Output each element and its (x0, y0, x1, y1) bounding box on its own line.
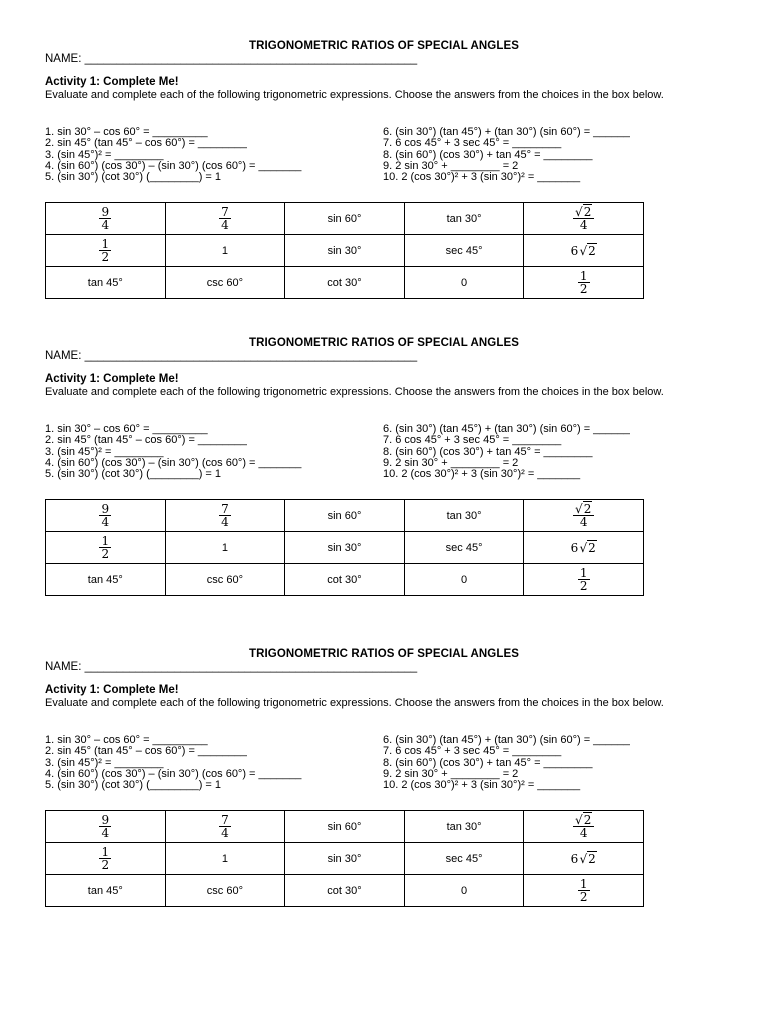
choices-row (46, 875, 644, 907)
question-9: 9. 2 sin 30° + ________ = 2 (383, 159, 519, 172)
choices-table (45, 810, 644, 907)
question-3: 3. (sin 45°)² = ________ (45, 445, 164, 458)
fraction: $\frac{1}{2}$ (579, 269, 588, 296)
choice-cell (524, 875, 644, 907)
choice-cell: 1 (165, 235, 285, 267)
choice-cell (165, 500, 285, 532)
choices-table (45, 499, 644, 596)
choice-cell: cot 30° (285, 875, 405, 907)
worksheet-copy (0, 648, 768, 948)
instructions: Evaluate and complete each of the following trigonometric expressions. Choose the answers from the choices in the box below. (45, 89, 664, 101)
choice-cell: sin 30° (285, 235, 405, 267)
question-9: 9. 2 sin 30° + ________ = 2 (383, 456, 519, 469)
choice-cell: sin 30° (285, 532, 405, 564)
radical-expression: 6 √2 (570, 851, 596, 866)
question-1: 1. sin 30° – cos 60° = _________ (45, 126, 208, 138)
choices-row (46, 235, 644, 267)
choices-row (46, 203, 644, 235)
choice-cell: csc 60° (165, 267, 285, 299)
choices-row (46, 564, 644, 596)
choice-cell (46, 203, 166, 235)
choice-cell: tan 30° (404, 811, 524, 843)
question-4: 4. (sin 60°) (cos 30°) – (sin 30°) (cos 60°) = _______ (45, 159, 302, 172)
choice-cell: 0 (404, 875, 524, 907)
choice-cell: tan 45° (46, 267, 166, 299)
question-7: 7. 6 cos 45° + 3 sec 45° = ________ (383, 434, 562, 447)
fraction: $\frac{√2}{4}$ (573, 814, 594, 839)
choice-cell: 0 (404, 267, 524, 299)
question-7: 7. 6 cos 45° + 3 sec 45° = ________ (383, 745, 562, 758)
question-8: 8. (sin 60°) (cos 30°) + tan 45° = ________ (383, 148, 593, 161)
fraction: $\frac{1}{2}$ (101, 845, 110, 872)
fraction: $\frac{9}{4}$ (101, 813, 110, 840)
radical-expression: 6 √2 (570, 243, 596, 258)
choice-cell (46, 811, 166, 843)
worksheet-title: TRIGONOMETRIC RATIOS OF SPECIAL ANGLES (248, 648, 519, 660)
instructions: Evaluate and complete each of the following trigonometric expressions. Choose the answers from the choices in the box below. (45, 386, 664, 398)
question-3: 3. (sin 45°)² = ________ (45, 148, 164, 161)
choice-cell (524, 500, 644, 532)
activity-title: Activity 1: Complete Me! (45, 76, 179, 88)
choice-cell: tan 45° (46, 875, 166, 907)
question-1: 1. sin 30° – cos 60° = _________ (45, 734, 208, 746)
choice-cell: tan 30° (404, 500, 524, 532)
question-2: 2. sin 45° (tan 45° – cos 60°) = ________ (45, 434, 247, 447)
fraction: $\frac{1}{2}$ (101, 237, 110, 264)
question-1: 1. sin 30° – cos 60° = _________ (45, 423, 208, 435)
choice-cell (165, 203, 285, 235)
question-7: 7. 6 cos 45° + 3 sec 45° = ________ (383, 137, 562, 150)
choice-cell: tan 30° (404, 203, 524, 235)
question-6: 6. (sin 30°) (tan 45°) + (tan 30°) (sin 60°) = ______ (383, 423, 630, 435)
choices-table (45, 202, 644, 299)
question-8: 8. (sin 60°) (cos 30°) + tan 45° = ________ (383, 445, 593, 458)
activity-title: Activity 1: Complete Me! (45, 373, 179, 385)
choice-cell (46, 500, 166, 532)
question-4: 4. (sin 60°) (cos 30°) – (sin 30°) (cos 60°) = _______ (45, 456, 302, 469)
question-5: 5. (sin 30°) (cot 30°) (________) = 1 (45, 468, 222, 481)
question-5: 5. (sin 30°) (cot 30°) (________) = 1 (45, 779, 222, 792)
fraction: $\frac{1}{2}$ (101, 534, 110, 561)
choice-cell (524, 811, 644, 843)
fraction: $\frac{1}{2}$ (579, 877, 588, 904)
activity-title: Activity 1: Complete Me! (45, 684, 179, 696)
choice-cell (46, 235, 166, 267)
worksheet-title: TRIGONOMETRIC RATIOS OF SPECIAL ANGLES (248, 40, 519, 52)
radical-expression: 6 √2 (570, 540, 596, 555)
questions-right-column (383, 735, 630, 791)
question-6: 6. (sin 30°) (tan 45°) + (tan 30°) (sin 60°) = ______ (383, 734, 630, 746)
question-8: 8. (sin 60°) (cos 30°) + tan 45° = ________ (383, 756, 593, 769)
questions-left-column (45, 735, 301, 791)
choice-cell: sec 45° (404, 843, 524, 875)
question-2: 2. sin 45° (tan 45° – cos 60°) = ________ (45, 137, 247, 150)
question-9: 9. 2 sin 30° + ________ = 2 (383, 767, 519, 780)
choice-cell: sin 60° (285, 500, 405, 532)
choice-cell: sin 30° (285, 843, 405, 875)
name-line: NAME: ____________________________________________________ (45, 53, 418, 65)
fraction: $\frac{9}{4}$ (101, 502, 110, 529)
choice-cell: csc 60° (165, 875, 285, 907)
choice-cell (524, 267, 644, 299)
choices-row (46, 500, 644, 532)
choice-cell (524, 564, 644, 596)
choice-cell: tan 45° (46, 564, 166, 596)
fraction: $\frac{√2}{4}$ (573, 503, 594, 528)
instructions: Evaluate and complete each of the following trigonometric expressions. Choose the answers from the choices in the box below. (45, 697, 664, 709)
name-line: NAME: ____________________________________________________ (45, 350, 418, 362)
question-10: 10. 2 (cos 30°)² + 3 (sin 30°)² = _______ (383, 171, 581, 184)
choice-cell (46, 843, 166, 875)
choices-row (46, 267, 644, 299)
worksheet-copy (0, 337, 768, 637)
fraction: $\frac{7}{4}$ (221, 813, 229, 840)
choice-cell: sin 60° (285, 811, 405, 843)
choice-cell (524, 203, 644, 235)
name-line: NAME: ____________________________________________________ (45, 661, 418, 673)
choices-row (46, 532, 644, 564)
questions-left-column (45, 424, 301, 480)
choice-cell: cot 30° (285, 564, 405, 596)
choice-cell: 0 (404, 564, 524, 596)
choice-cell (524, 843, 644, 875)
question-3: 3. (sin 45°)² = ________ (45, 756, 164, 769)
choices-row (46, 811, 644, 843)
choice-cell: sec 45° (404, 235, 524, 267)
fraction: $\frac{7}{4}$ (221, 205, 229, 232)
questions-right-column (383, 424, 630, 480)
fraction: $\frac{√2}{4}$ (573, 206, 594, 231)
choices-row (46, 843, 644, 875)
choice-cell (165, 811, 285, 843)
worksheet-title: TRIGONOMETRIC RATIOS OF SPECIAL ANGLES (248, 337, 519, 349)
choice-cell (46, 532, 166, 564)
choice-cell (524, 235, 644, 267)
question-4: 4. (sin 60°) (cos 30°) – (sin 30°) (cos 60°) = _______ (45, 767, 302, 780)
question-5: 5. (sin 30°) (cot 30°) (________) = 1 (45, 171, 222, 184)
questions-right-column (383, 127, 630, 183)
question-10: 10. 2 (cos 30°)² + 3 (sin 30°)² = _______ (383, 468, 581, 481)
questions-left-column (45, 127, 301, 183)
choice-cell: sec 45° (404, 532, 524, 564)
fraction: $\frac{9}{4}$ (101, 205, 110, 232)
question-2: 2. sin 45° (tan 45° – cos 60°) = ________ (45, 745, 247, 758)
question-10: 10. 2 (cos 30°)² + 3 (sin 30°)² = _______ (383, 779, 581, 792)
worksheet-copy (0, 40, 768, 340)
choice-cell (524, 532, 644, 564)
fraction: $\frac{1}{2}$ (579, 566, 588, 593)
choice-cell: csc 60° (165, 564, 285, 596)
question-6: 6. (sin 30°) (tan 45°) + (tan 30°) (sin 60°) = ______ (383, 126, 630, 138)
choice-cell: cot 30° (285, 267, 405, 299)
choice-cell: 1 (165, 843, 285, 875)
choice-cell: 1 (165, 532, 285, 564)
choice-cell: sin 60° (285, 203, 405, 235)
fraction: $\frac{7}{4}$ (221, 502, 229, 529)
